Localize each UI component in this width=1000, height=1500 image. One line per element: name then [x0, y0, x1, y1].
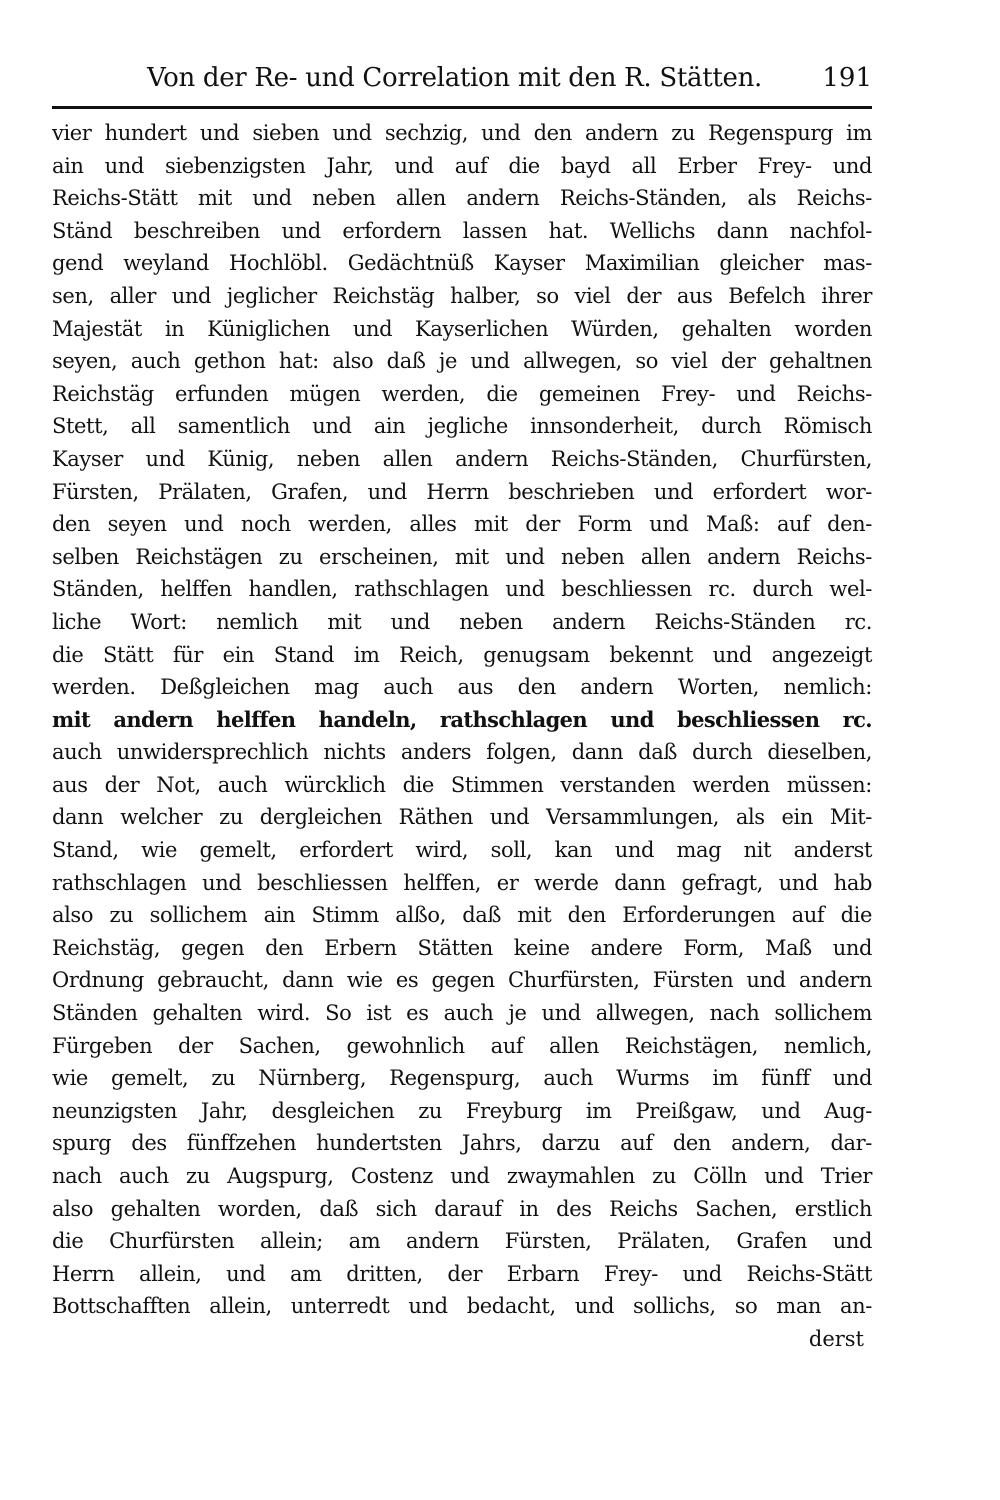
header-rule — [52, 106, 872, 109]
text-line: werden. Deßgleichen mag auch aus den andern Worten, nemlich: — [52, 675, 872, 700]
text-line: aus der Not, auch würcklich die Stimmen verstanden werden müssen: — [52, 772, 872, 797]
text-line: Reichstäg erfunden mügen werden, die gemeinen Frey- und Reichs- — [52, 381, 872, 406]
text-line: Fürsten, Prälaten, Grafen, und Herrn beschrieben und erfordert wor- — [52, 479, 872, 504]
text-line: nach auch zu Augspurg, Costenz und zwaymahlen zu Cölln und Trier — [52, 1164, 872, 1188]
text-line: Ständen, helffen handlen, rathschlagen und beschliessen rc. durch wel- — [52, 577, 872, 602]
text-line: spurg des fünffzehen hundertsten Jahrs, darzu auf den andern, dar- — [52, 1131, 872, 1156]
text-line: auch unwidersprechlich nichts anders folgen, dann daß durch dieselben, — [52, 740, 872, 765]
text-line: liche Wort: nemlich mit und neben andern Reichs-Ständen rc. — [52, 609, 872, 634]
text-line: Reichs-Stätt mit und neben allen andern Reichs-Ständen, als Reichs- — [52, 186, 872, 211]
catchword: derst — [808, 1326, 864, 1351]
body-text — [52, 117, 872, 1356]
running-head — [147, 58, 872, 98]
text-line: die Churfürsten allein; am andern Fürsten, Prälaten, Grafen und — [52, 1229, 872, 1254]
text-line: also gehalten worden, daß sich darauf in des Reichs Sachen, erstlich — [52, 1196, 872, 1221]
text-line: Herrn allein, und am dritten, der Erbarn Frey- und Reichs-Stätt — [52, 1261, 872, 1286]
text-line: Kayser und Künig, neben allen andern Reichs-Ständen, Churfürsten, — [52, 446, 872, 471]
text-line: Ständen gehalten wird. So ist es auch je und allwegen, nach sollichem — [52, 1001, 872, 1026]
text-line: Bottschafften allein, unterredt und bedacht, und sollichs, so man an- — [52, 1294, 872, 1319]
text-line: Reichstäg, gegen den Erbern Stätten keine andere Form, Maß und — [52, 935, 872, 960]
text-line: Fürgeben der Sachen, gewohnlich auf allen Reichstägen, nemlich, — [52, 1033, 872, 1058]
text-line: vier hundert und sieben und sechzig, und den andern zu Regenspurg im — [52, 121, 872, 145]
text-line: Majestät in Küniglichen und Kayserlichen Würden, gehalten worden — [52, 316, 872, 341]
text-line: rathschlagen und beschliessen helffen, er werde dann gefragt, und hab — [52, 870, 872, 895]
text-line: neunzigsten Jahr, desgleichen zu Freyburg im Preißgaw, und Aug- — [52, 1098, 872, 1123]
text-line: seyen, auch gethon hat: also daß je und allwegen, so viel der gehaltnen — [52, 349, 872, 374]
text-line: also zu sollichem ain Stimm alßo, daß mit den Erforderungen auf die — [52, 903, 872, 928]
text-line: die Stätt für ein Stand im Reich, genugsam bekennt und angezeigt — [52, 642, 872, 667]
book-page — [52, 0, 872, 1500]
text-line: Stand, wie gemelt, erfordert wird, soll, kan und mag nit anderst — [52, 838, 872, 863]
text-line: wie gemelt, zu Nürnberg, Regenspurg, auch Wurms im fünff und — [52, 1066, 872, 1091]
text-line: Ständ beschreiben und erfordern lassen hat. Wellichs dann nachfol- — [52, 218, 872, 243]
text-line: sen, aller und jeglicher Reichstäg halber, so viel der aus Befelch ihrer — [52, 283, 872, 308]
page-number: 191 — [822, 63, 872, 93]
text-line: ain und siebenzigsten Jahr, und auf die bayd all Erber Frey- und — [52, 153, 872, 178]
text-line: gend weyland Hochlöbl. Gedächtnüß Kayser Maximilian gleicher mas- — [52, 251, 872, 276]
text-line: dann welcher zu dergleichen Räthen und Versammlungen, als ein Mit- — [52, 805, 872, 830]
text-line: Ordnung gebraucht, dann wie es gegen Churfürsten, Fürsten und andern — [52, 968, 872, 993]
emphasized-text-line: mit andern helffen handeln, rathschlagen und beschliessen rc. — [52, 706, 872, 732]
text-line: Stett, all samentlich und ain jegliche innsonderheit, durch Römisch — [52, 414, 872, 439]
running-title: Von der Re- und Correlation mit den R. Stätten. — [147, 63, 763, 93]
text-line: selben Reichstägen zu erscheinen, mit und neben allen andern Reichs- — [52, 544, 872, 569]
text-line: den seyen und noch werden, alles mit der Form und Maß: auf den- — [52, 512, 872, 537]
